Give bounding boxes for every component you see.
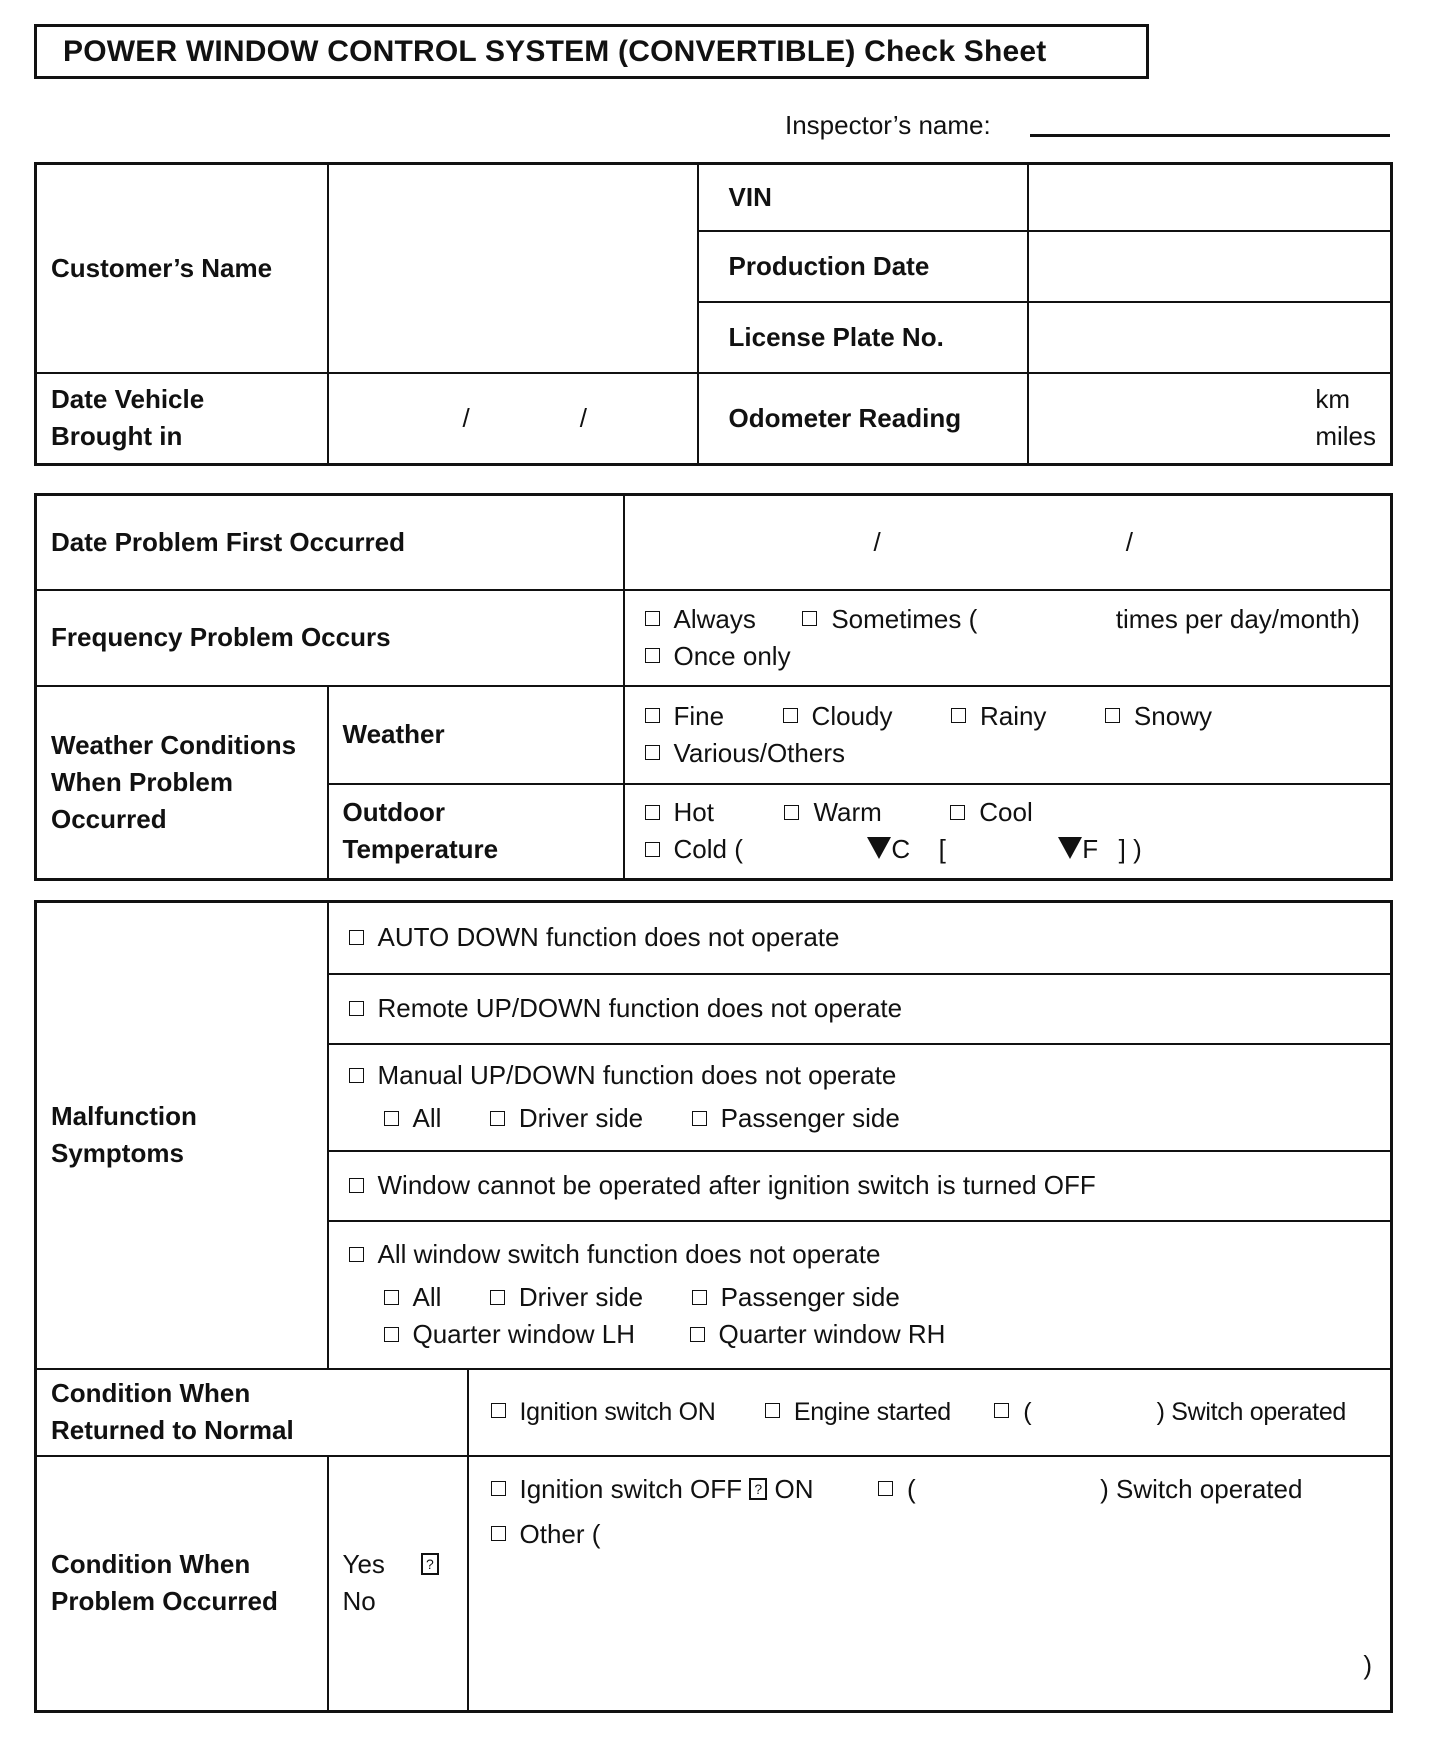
date-brought-label: Date Vehicle Brought in: [36, 373, 328, 465]
vin-field[interactable]: [1028, 164, 1392, 231]
weather-conditions-label: Weather Conditions When Problem Occurred: [36, 686, 328, 880]
degree-symbol-icon: [1058, 837, 1082, 859]
ignition-off-checkbox[interactable]: [349, 1178, 364, 1193]
license-plate-field[interactable]: [1028, 302, 1392, 373]
date-brought-field[interactable]: / /: [328, 373, 698, 465]
date-first-occurred-field[interactable]: / /: [624, 495, 1392, 590]
manual-driver-checkbox[interactable]: [490, 1111, 505, 1126]
weather-label: Weather: [328, 686, 624, 784]
problem-occurred-options: Ignition switch OFF ? ON ( ) Switch operated Other ( ): [468, 1456, 1392, 1712]
returned-switch-checkbox[interactable]: [994, 1403, 1009, 1418]
frequency-label: Frequency Problem Occurs: [36, 590, 624, 686]
temp-cool-checkbox[interactable]: [950, 805, 965, 820]
arrow-symbol-icon: ?: [749, 1478, 767, 1500]
returned-normal-label: Condition When Returned to Normal: [36, 1369, 468, 1456]
manual-all-checkbox[interactable]: [384, 1111, 399, 1126]
symptom-auto-down: AUTO DOWN function does not operate: [328, 902, 1392, 974]
switch-passenger-checkbox[interactable]: [692, 1290, 707, 1305]
temp-cold-checkbox[interactable]: [645, 842, 660, 857]
ign-off-on-checkbox[interactable]: [491, 1481, 506, 1496]
production-date-label: Production Date: [698, 231, 1028, 302]
temp-hot-checkbox[interactable]: [645, 805, 660, 820]
auto-down-checkbox[interactable]: [349, 930, 364, 945]
inspector-label: Inspector’s name:: [785, 110, 991, 140]
problem-conditions-table: [34, 493, 1393, 881]
quarter-lh-checkbox[interactable]: [384, 1327, 399, 1342]
temperature-options: Hot Warm Cool Cold ( C [ F ] ): [624, 784, 1392, 880]
weather-fine-checkbox[interactable]: [645, 708, 660, 723]
all-switch-checkbox[interactable]: [349, 1247, 364, 1262]
freq-always-checkbox[interactable]: [645, 611, 660, 626]
quarter-rh-checkbox[interactable]: [690, 1327, 705, 1342]
inspector-name-field[interactable]: [1030, 134, 1390, 137]
malfunction-symptoms-label: Malfunction Symptoms: [36, 902, 328, 1369]
frequency-options: Always Sometimes ( times per day/month) Once only: [624, 590, 1392, 686]
switch-all-checkbox[interactable]: [384, 1290, 399, 1305]
symptom-ignition-off: Window cannot be operated after ignition switch is turned OFF: [328, 1151, 1392, 1221]
temp-warm-checkbox[interactable]: [784, 805, 799, 820]
weather-options: Fine Cloudy Rainy Snowy Various/Others: [624, 686, 1392, 784]
other-checkbox[interactable]: [491, 1526, 506, 1541]
symptom-manual: Manual UP/DOWN function does not operate All Driver side Passenger side: [328, 1044, 1392, 1151]
yes-no-cell: Yes ? No: [328, 1456, 468, 1712]
freq-sometimes-checkbox[interactable]: [802, 611, 817, 626]
vehicle-info-table: [34, 162, 1393, 466]
sheet-title: POWER WINDOW CONTROL SYSTEM (CONVERTIBLE) Check Sheet: [34, 24, 1149, 79]
problem-occurred-label: Condition When Problem Occurred: [36, 1456, 328, 1712]
other-close-paren: ): [1363, 1650, 1372, 1680]
license-plate-label: License Plate No.: [698, 302, 1028, 373]
returned-normal-options: Ignition switch ON Engine started ( ) Switch operated: [468, 1369, 1392, 1456]
date-first-occurred-label: Date Problem First Occurred: [36, 495, 624, 590]
ign-on-checkbox[interactable]: [491, 1403, 506, 1418]
engine-started-checkbox[interactable]: [765, 1403, 780, 1418]
odometer-label: Odometer Reading: [698, 373, 1028, 465]
customer-name-label: Customer’s Name: [36, 164, 328, 373]
arrow-symbol-icon: ?: [421, 1553, 439, 1575]
weather-rainy-checkbox[interactable]: [951, 708, 966, 723]
weather-snowy-checkbox[interactable]: [1105, 708, 1120, 723]
vin-label: VIN: [698, 164, 1028, 231]
symptom-all-switch: All window switch function does not operate All Driver side Passenger side Quarter window LH Quarter window RH: [328, 1221, 1392, 1369]
remote-checkbox[interactable]: [349, 1001, 364, 1016]
degree-symbol-icon: [867, 837, 891, 859]
switch-driver-checkbox[interactable]: [490, 1290, 505, 1305]
malfunction-table: [34, 900, 1393, 1713]
outdoor-temperature-label: Outdoor Temperature: [328, 784, 624, 880]
manual-passenger-checkbox[interactable]: [692, 1111, 707, 1126]
weather-cloudy-checkbox[interactable]: [783, 708, 798, 723]
weather-various-checkbox[interactable]: [645, 745, 660, 760]
customer-name-field[interactable]: [328, 164, 698, 373]
odometer-field[interactable]: km miles: [1028, 373, 1392, 465]
production-date-field[interactable]: [1028, 231, 1392, 302]
symptom-remote: Remote UP/DOWN function does not operate: [328, 974, 1392, 1044]
freq-once-checkbox[interactable]: [645, 648, 660, 663]
manual-checkbox[interactable]: [349, 1068, 364, 1083]
occurred-switch-checkbox[interactable]: [878, 1481, 893, 1496]
